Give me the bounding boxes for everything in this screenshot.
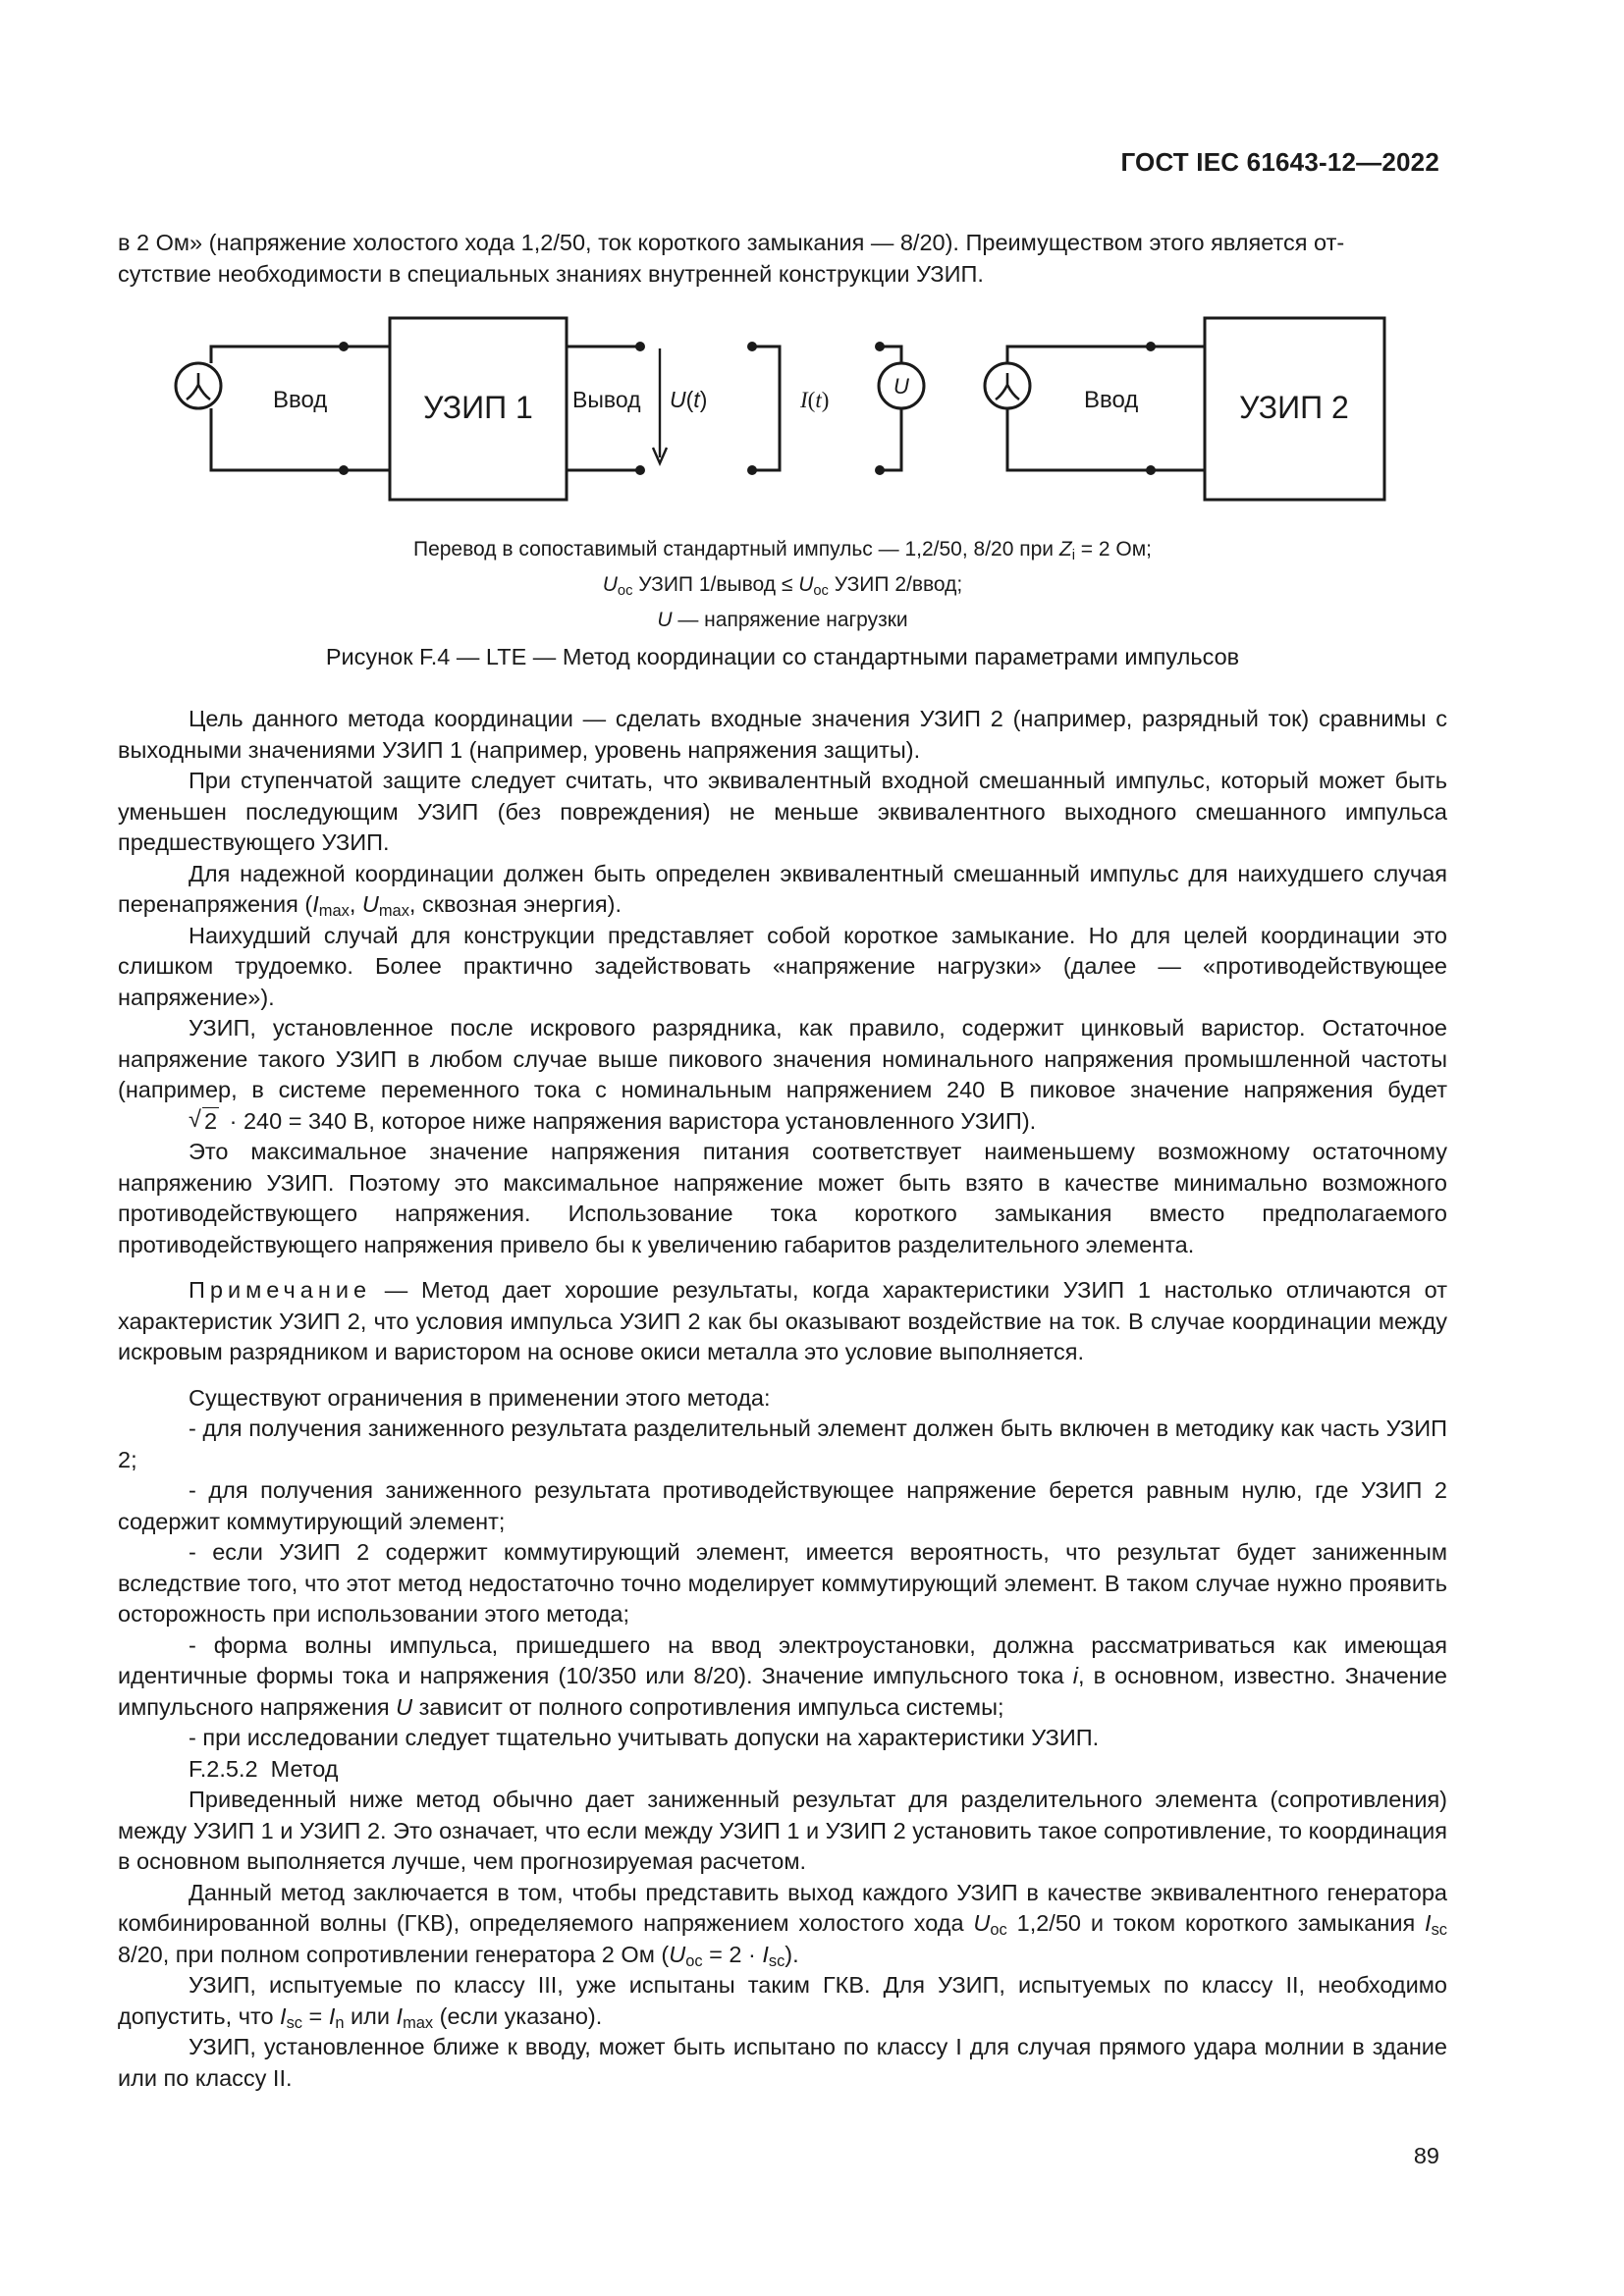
figure-notes <box>118 532 1447 638</box>
list-item: - при исследовании следует тщательно учитывать допуски на характеристики УЗИП. <box>189 1725 1100 1750</box>
intro-line-2: сутствие необходимости в специальных знаниях внутренней конструкции УЗИП. <box>118 260 984 287</box>
document-header: ГОСТ IEC 61643-12—2022 <box>1120 147 1439 177</box>
terminal-dot <box>1146 342 1156 351</box>
current-bracket <box>752 347 780 470</box>
section-heading: F.2.5.2 Метод <box>189 1755 339 1782</box>
intro-text <box>118 228 1447 290</box>
paragraph: УЗИП, испытуемые по классу III, уже испытаны таким ГКВ. Для УЗИП, испытуемых по классу II, необходимо допустить, что $I_{sc} = I_n$ или $I_{max}$ (если указано). <box>118 1972 1447 2032</box>
list-item: - форма волны импульса, пришедшего на ввод электроустановки, должна рассматриваться как имеющая идентичные формы тока и напряжения (10/350 или 8/20). Значение импульсного тока i, в основном, известно. Значение импульсного напряжения U зависит от полного сопротивления импульса системы; <box>118 1631 1447 1720</box>
wire-right-top <box>1007 347 1205 363</box>
u-t-label: U(t) <box>670 387 708 412</box>
paragraph: При ступенчатой защите следует считать, что эквивалентный входной смешанный импульс, который может быть уменьшен последующим УЗИП (без повреждения) не меньше эквивалентного выходного смешанного импульса предшествующего УЗИП. <box>118 768 1447 855</box>
body-text <box>118 704 1447 2094</box>
wire-left-bottom <box>211 408 390 470</box>
paragraph: Данный метод заключается в том, чтобы представить выход каждого УЗИП в качестве эквивалентного генератора комбинированной волны (ГКВ), определяемого напряжением холостого хода $U_{oc}$ 1,2/50 и током короткого замыкания $I_{sc}$ 8/20, при полном сопротивлении генератора 2 Ом $(U_{oc} = 2 \cdot I_{sc})$. <box>118 1879 1447 1970</box>
i-t-label: I(t) <box>800 388 830 412</box>
input-label-2: Ввод <box>1084 387 1139 413</box>
terminal-dot <box>635 465 645 475</box>
spd1-label: УЗИП 1 <box>423 390 533 425</box>
note-label: Примечание <box>189 1277 372 1303</box>
intro-line-1: в 2 Ом» (напряжение холостого хода 1,2/50, ток короткого замыкания — 8/20). Преимуществом этого является от- <box>118 230 1345 255</box>
list-item: - если УЗИП 2 содержит коммутирующий элемент, имеется вероятность, что результат будет заниженным вследствие того, что этот метод недостаточно точно моделирует коммутирующий элемент. В таком случае нужно проявить осторожность при использовании этого метода; <box>118 1539 1447 1627</box>
wire-right-bottom <box>1007 408 1205 470</box>
figure-note-1: Перевод в сопоставимый стандартный импульс — 1,2/50, 8/20 при $Z_i = 2$ Ом; <box>412 538 1153 563</box>
input-label-1: Ввод <box>273 387 328 413</box>
paragraph: УЗИП, установленное после искрового разрядника, как правило, содержит цинковый варистор. Остаточное напряжение такого УЗИП в любом случае выше пикового значения номинального напряжения промышленной частоты (например, в системе переменного тока с номинальным напряжением 240 В пиковое значение напряжения будет √ 2 · 240 = 340 В, которое ниже напряжения варистора установленного УЗИП). <box>118 1013 1447 1137</box>
spd2-label: УЗИП 2 <box>1239 390 1349 425</box>
terminal-dot <box>747 342 757 351</box>
note-paragraph: Примечание — Метод дает хорошие результаты, когда характеристики УЗИП 1 настолько отличаются от характеристик УЗИП 2, что условия импульса УЗИП 2 как бы оказывают воздействие на ток. В случае координации между искровым разрядником и варистором на основе окиси металла это условие выполняется. <box>118 1277 1447 1364</box>
paragraph: Цель данного метода координации — сделать входные значения УЗИП 2 (например, разрядный ток) сравнимы с выходными значениями УЗИП 1 (например, уровень напряжения защиты). <box>118 706 1447 763</box>
terminal-dot <box>875 342 885 351</box>
paragraph: Для надежной координации должен быть определен эквивалентный смешанный импульс для наихудшего случая перенапряжения ($I_{max}$, $U_{max}$, сквозная энергия). <box>118 860 1447 920</box>
figure-note-3: U — напряжение нагрузки <box>657 609 908 631</box>
voltmeter-label: U <box>893 374 909 399</box>
terminal-dot <box>339 465 349 475</box>
terminal-dot <box>635 342 645 351</box>
list-item: - для получения заниженного результата разделительный элемент должен быть включен в методику как часть УЗИП 2; <box>118 1415 1447 1472</box>
page-number: 89 <box>1413 2143 1439 2168</box>
terminal-dot <box>747 465 757 475</box>
wire-left-top <box>211 347 390 363</box>
paragraph: Приведенный ниже метод обычно дает заниженный результат для разделительного элемента (сопротивления) между УЗИП 1 и УЗИП 2. Это означает, что если между УЗИП 1 и УЗИП 2 установить такое сопротивление, то координация в основном выполняется лучше, чем прогнозируемая расчетом. <box>118 1787 1447 1874</box>
figure-note-2: $U_{oc}$ УЗИП 1/вывод ≤ $U_{oc}$ УЗИП 2/ввод; <box>602 573 963 599</box>
coordination-circuit-diagram <box>167 310 1394 516</box>
terminal-dot <box>875 465 885 475</box>
terminal-dot <box>339 342 349 351</box>
terminal-dot <box>1146 465 1156 475</box>
paragraph: Это максимальное значение напряжения питания соответствует наименьшему возможному остаточному напряжению УЗИП. Поэтому это максимальное напряжение может быть взято в качестве минимально возможного противодействующего напряжения. Использование тока короткого замыкания вместо предполагаемого противодействующего напряжения привело бы к увеличению габаритов разделительного элемента. <box>118 1139 1447 1257</box>
figure-title: Рисунок F.4 — LTE — Метод координации со стандартными параметрами импульсов <box>325 644 1240 669</box>
square-root: √ 2 <box>189 1105 218 1134</box>
paragraph: Наихудший случай для конструкции представляет собой короткое замыкание. Но для целей координации это слишком трудоемко. Более практично задействовать «напряжение нагрузки» (далее — «противодействующее напряжение»). <box>118 922 1447 1010</box>
paragraph: УЗИП, установленное ближе к вводу, может быть испытано по классу I для случая прямого удара молнии в здание или по классу II. <box>118 2034 1447 2091</box>
output-label: Вывод <box>572 387 641 412</box>
paragraph: Существуют ограничения в применении этого метода: <box>189 1384 771 1411</box>
list-item: - для получения заниженного результата противодействующее напряжение берется равным нулю, где УЗИП 2 содержит коммутирующий элемент; <box>118 1477 1447 1534</box>
